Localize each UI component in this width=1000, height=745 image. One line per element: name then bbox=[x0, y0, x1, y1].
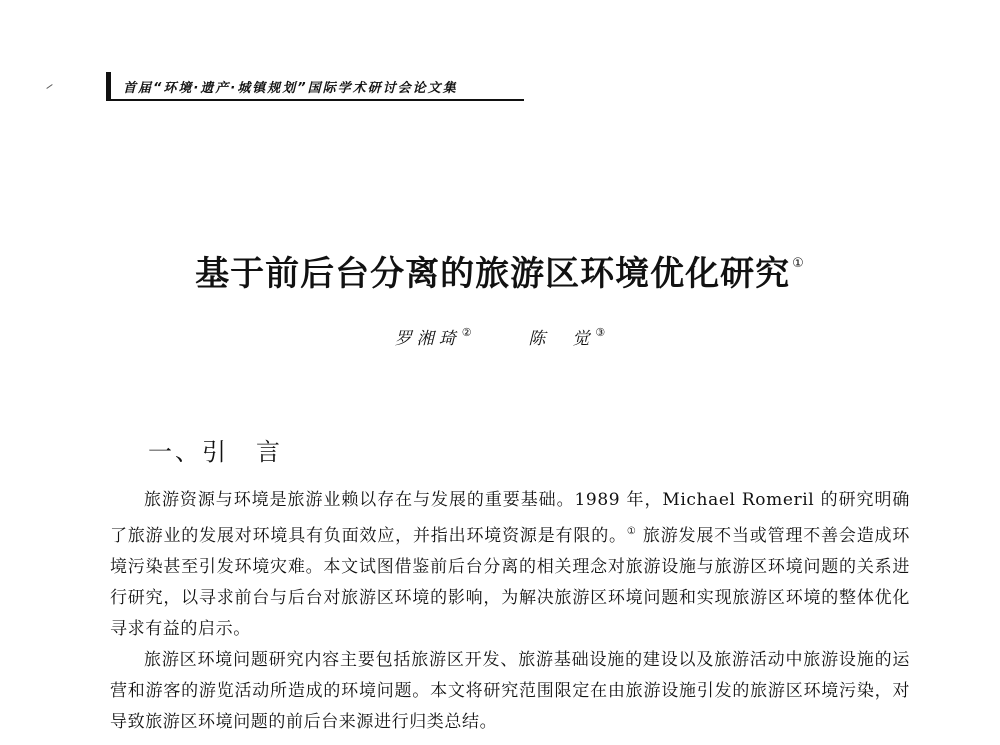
header-rule bbox=[106, 99, 524, 101]
header-bar bbox=[106, 72, 111, 100]
author-footnote-marker: ③ bbox=[595, 326, 606, 339]
author-name: 陈 觉 bbox=[528, 329, 595, 349]
paragraph-text: 旅游发展不当或管理不善会造成环境污染甚至引发环境灾难。本文试图借鉴前后台分离的相关理念对旅游设施与旅游区环境问题的关系进行研究，以寻求前台与后台对旅游区环境的影响，为解决旅游区环境问题和实现旅游区环境的整体优化寻求有益的启示。 bbox=[110, 526, 910, 639]
inline-footnote-marker: ① bbox=[626, 526, 637, 537]
running-header-text: 首届“环境·遗产·城镇规划”国际学术研讨会论文集 bbox=[123, 80, 458, 96]
scan-speck bbox=[46, 84, 52, 89]
paper-title-text: 基于前后台分离的旅游区环境优化研究 bbox=[195, 254, 791, 294]
author-footnote-marker: ② bbox=[461, 326, 472, 339]
paper-title bbox=[0, 246, 1000, 295]
paragraph bbox=[110, 485, 910, 645]
running-header bbox=[106, 72, 458, 100]
paragraph-text: 旅游资源与环境是旅游业赖以存在与发展的重要基础。1989 年，Michael Romeril 的研究明确了旅游业的发展对环境具有负面效应，并指出环境资源是有限的。 bbox=[110, 490, 910, 546]
author-name: 罗湘琦 bbox=[394, 329, 461, 349]
title-footnote-marker: ① bbox=[792, 256, 805, 271]
paragraph bbox=[110, 645, 910, 738]
section-heading: 一、引 言 bbox=[148, 438, 283, 466]
body-text bbox=[110, 485, 910, 738]
author-line bbox=[0, 324, 1000, 349]
paragraph-text: 旅游区环境问题研究内容主要包括旅游区开发、旅游基础设施的建设以及旅游活动中旅游设施的运营和游客的游览活动所造成的环境问题。本文将研究范围限定在由旅游设施引发的旅游区环境污染，对导致旅游区环境问题的前后台来源进行归类总结。 bbox=[110, 650, 910, 732]
